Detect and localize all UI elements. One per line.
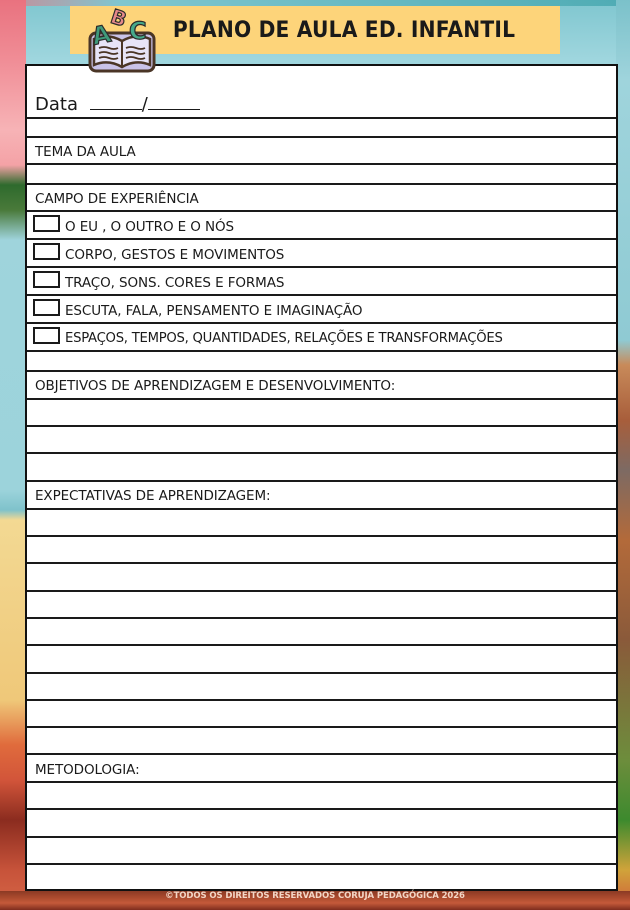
divider [27,183,616,185]
campo-experiencia-label: CAMPO DE EXPERIÊNCIA [35,191,199,207]
objetivos-label: OBJETIVOS DE APRENDIZAGEM E DESENVOLVIMENTO: [35,378,396,394]
checkbox-eu-outro-nos[interactable] [33,215,60,232]
checkbox-escuta-fala[interactable] [33,299,60,316]
expectativas-line-7[interactable] [27,674,616,700]
metodologia-line-3[interactable] [27,838,616,864]
objetivos-line-1[interactable] [27,400,616,426]
expectativas-line-4[interactable] [27,592,616,618]
metodologia-line-2[interactable] [27,810,616,836]
option-label: ESCUTA, FALA, PENSAMENTO E IMAGINAÇÃO [65,303,363,319]
divider [27,753,616,755]
objetivos-line-3[interactable] [27,454,616,480]
expectativas-line-9[interactable] [27,728,616,754]
divider [27,210,616,212]
expectativas-line-1[interactable] [27,510,616,536]
option-label: O EU , O OUTRO E O NÓS [65,219,235,235]
checkbox-traco-sons[interactable] [33,271,60,288]
expectativas-line-6[interactable] [27,646,616,672]
background-left-decoration [0,0,26,910]
svg-text:C: C [129,17,147,45]
expectativas-line-5[interactable] [27,619,616,645]
divider [27,266,616,268]
date-month-blank[interactable] [148,92,200,110]
date-label: Data [35,94,78,115]
tema-input-line[interactable] [27,165,616,183]
date-field[interactable] [35,92,200,115]
blank-line[interactable] [27,119,616,136]
svg-text:B: B [107,4,130,32]
blank-line[interactable] [27,352,616,370]
background-right-decoration [616,0,630,910]
expectativas-label: EXPECTATIVAS DE APRENDIZAGEM: [35,488,271,504]
divider [27,238,616,240]
option-label: CORPO, GESTOS E MOVIMENTOS [65,247,285,263]
checkbox-corpo-gestos[interactable] [33,243,60,260]
expectativas-line-3[interactable] [27,564,616,590]
metodologia-label: METODOLOGIA: [35,762,140,778]
objetivos-line-2[interactable] [27,427,616,453]
divider [27,370,616,372]
option-label: TRAÇO, SONS. CORES E FORMAS [65,275,285,291]
divider [27,480,616,482]
checkbox-espacos-tempos[interactable] [33,327,60,344]
expectativas-line-2[interactable] [27,537,616,563]
date-day-blank[interactable] [90,92,142,110]
divider [27,322,616,324]
lesson-plan-form [25,64,618,891]
copyright-footer: ©TODOS OS DIREITOS RESERVADOS CORUJA PEDAGÓGICA 2026 [165,891,465,901]
divider [27,136,616,138]
expectativas-line-8[interactable] [27,701,616,727]
abc-book-icon [84,3,160,75]
metodologia-line-1[interactable] [27,783,616,809]
tema-label: TEMA DA AULA [35,144,136,160]
date-separator: / [141,94,148,115]
svg-text:A: A [89,19,114,51]
option-label: ESPAÇOS, TEMPOS, QUANTIDADES, RELAÇÕES E TRANSFORMAÇÕES [65,331,503,346]
metodologia-line-4[interactable] [27,865,616,891]
divider [27,294,616,296]
page-title: PLANO DE AULA ED. INFANTIL [172,17,516,43]
